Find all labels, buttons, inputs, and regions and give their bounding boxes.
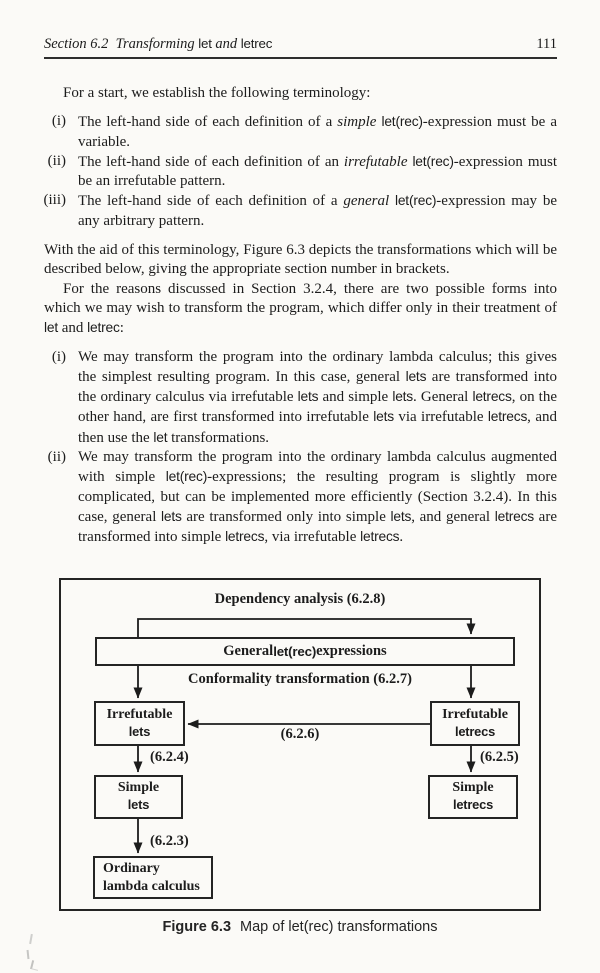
box-line: lets	[128, 723, 151, 739]
figure-6-3-diagram	[59, 578, 541, 911]
general-letrec-expressions-box: General let(rec) expressions	[95, 637, 515, 666]
list-item	[44, 348, 557, 448]
figure-caption-text: Map of let(rec) transformations	[240, 919, 438, 935]
list-item-text: The left-hand side of each definition of a simple let(rec)-expression must be a variable.	[78, 114, 558, 150]
list-item	[44, 112, 557, 152]
list-item-label: (i)	[51, 113, 66, 130]
running-head	[44, 36, 557, 53]
edge-label-6-2-3: (6.2.3)	[150, 833, 189, 849]
box-line: Simple	[117, 780, 160, 796]
figure-caption	[0, 919, 600, 935]
figure-caption-number: Figure 6.3	[162, 919, 232, 935]
paragraph-figure-ref: With the aid of this terminology, Figure 6.3 depicts the transformations which will be described below, giving the appropriate section number in brackets.	[44, 242, 557, 278]
list-item	[44, 448, 557, 547]
ordinary-lambda-calculus-box	[93, 856, 213, 899]
list-item-text: We may transform the program into the ordinary lambda calculus augmented with simple let(rec)-expressions; the resulting program is slightly more complicated, but can be implemented more efficiently (Section 3.2.4). In this case, general lets are transformed only into simple lets, and general letrecs are transformed into simple letrecs, via irrefutable letrecs.	[78, 449, 557, 546]
box-line: Irrefutable	[442, 706, 508, 722]
header-rule	[44, 57, 557, 59]
list-item-label: (i)	[51, 348, 66, 365]
edge-label-6-2-4: (6.2.4)	[150, 749, 189, 765]
list-item	[44, 152, 557, 192]
irrefutable-letrecs-box	[430, 701, 520, 746]
paragraph-reasons: For the reasons discussed in Section 3.2.4, there are two possible forms into which we may wish to transform the program, which differ only in their treatment of let and letrec:	[44, 280, 557, 337]
list-item	[44, 191, 557, 231]
box-line: letrecs	[452, 797, 494, 812]
box-line: lets	[127, 797, 150, 812]
simple-lets-box	[94, 775, 183, 819]
edge-label-6-2-5: (6.2.5)	[480, 749, 519, 765]
list-item-text: The left-hand side of each definition of a general let(rec)-expression may be any arbitrary pattern.	[78, 193, 557, 229]
body-text	[44, 84, 557, 558]
list-item-label: (ii)	[47, 449, 66, 466]
pencil-mark	[27, 950, 30, 959]
irrefutable-lets-box	[94, 701, 185, 746]
dependency-loop-arrow	[138, 619, 471, 637]
pencil-mark	[29, 934, 33, 944]
pencil-mark	[30, 960, 40, 971]
list-item-text: We may transform the program into the ordinary lambda calculus; this gives the simplest resulting program. In this case, general lets are transformed into the ordinary calculus via irrefutable lets and simple lets. General letrecs, on the other hand, are first transformed into irrefutable lets via irrefutable letrecs, and then use the let transformations.	[78, 348, 558, 446]
page-number: 111	[536, 36, 557, 52]
conformality-transformation-label: Conformality transformation (6.2.7)	[188, 671, 412, 687]
box-line: letrecs	[454, 723, 496, 739]
edge-label-6-2-6: (6.2.6)	[280, 726, 320, 742]
box-line: Simple	[452, 780, 494, 796]
section-header: Section 6.2 Transforming let and letrec	[44, 36, 273, 52]
list-item-label: (iii)	[43, 192, 66, 209]
paragraph-intro: For a start, we establish the following terminology:	[63, 85, 371, 101]
options-list	[44, 348, 557, 548]
box-line: Irrefutable	[106, 706, 173, 722]
list-item-label: (ii)	[47, 152, 66, 169]
box-line: Ordinary	[103, 860, 160, 876]
terminology-list	[44, 112, 557, 231]
list-item-text: The left-hand side of each definition of an irrefutable let(rec)-expression must be an irrefutable pattern.	[78, 153, 558, 190]
dependency-analysis-label: Dependency analysis (6.2.8)	[214, 591, 386, 607]
simple-letrecs-box	[428, 775, 518, 819]
box-line: lambda calculus	[103, 878, 200, 894]
